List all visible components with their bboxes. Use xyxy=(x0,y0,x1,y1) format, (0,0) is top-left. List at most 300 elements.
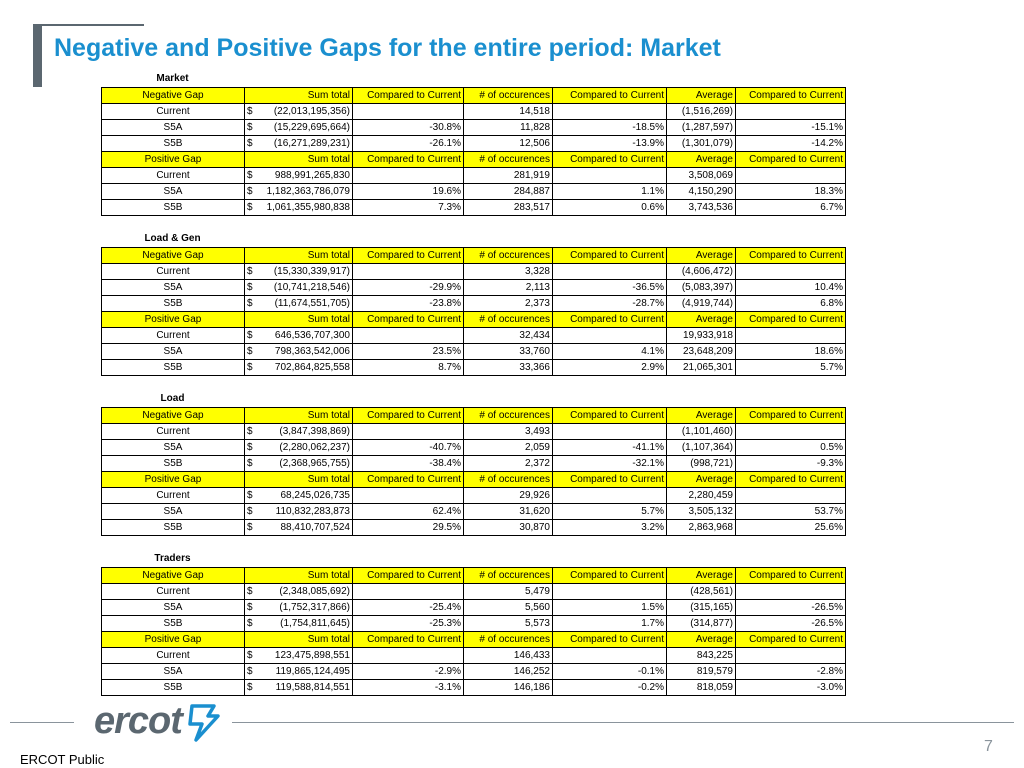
scenario-label: S5A xyxy=(102,600,245,616)
section-title: Load & Gen xyxy=(144,233,201,244)
sum-compared-cell: 8.7% xyxy=(353,360,464,376)
average-compared-cell xyxy=(736,648,846,664)
amount: (15,330,339,917) xyxy=(273,265,350,277)
occurrences-compared-cell: -28.7% xyxy=(553,296,667,312)
average-cell: 843,225 xyxy=(667,648,736,664)
amount: 646,536,707,300 xyxy=(274,329,350,341)
sum-compared-cell: 7.3% xyxy=(353,200,464,216)
average-cell: 819,579 xyxy=(667,664,736,680)
average-cell: (1,301,079) xyxy=(667,136,736,152)
average-compared-cell: -15.1% xyxy=(736,120,846,136)
amount: (1,752,317,866) xyxy=(279,601,350,613)
header-occurrences: # of occurences xyxy=(464,568,553,584)
average-compared-cell: 0.5% xyxy=(736,440,846,456)
average-cell: 2,863,968 xyxy=(667,520,736,536)
money-value xyxy=(247,441,350,455)
occurrences-compared-cell: -36.5% xyxy=(553,280,667,296)
occurrences-compared-cell: -41.1% xyxy=(553,440,667,456)
occurrences-cell: 12,506 xyxy=(464,136,553,152)
occurrences-cell: 2,059 xyxy=(464,440,553,456)
amount: 798,363,542,006 xyxy=(274,345,350,357)
group-label: Negative Gap xyxy=(102,408,245,424)
average-cell: (315,165) xyxy=(667,600,736,616)
header-average: Average xyxy=(667,152,736,168)
section-spacer xyxy=(101,376,845,390)
sum-compared-cell: 62.4% xyxy=(353,504,464,520)
occurrences-compared-cell: 5.7% xyxy=(553,504,667,520)
table-row xyxy=(102,440,846,456)
sum-compared-cell xyxy=(353,648,464,664)
sum-total-cell xyxy=(245,664,353,680)
occurrences-compared-cell xyxy=(553,328,667,344)
amount: (1,754,811,645) xyxy=(280,617,350,629)
scenario-label: S5B xyxy=(102,200,245,216)
sum-compared-cell: -29.9% xyxy=(353,280,464,296)
amount: 68,245,026,735 xyxy=(280,489,350,501)
amount: 123,475,898,551 xyxy=(274,649,350,661)
footer-divider-right xyxy=(232,722,1014,723)
scenario-label: S5A xyxy=(102,504,245,520)
currency-symbol: $ xyxy=(247,457,253,469)
average-compared-cell: 53.7% xyxy=(736,504,846,520)
scenario-label: S5B xyxy=(102,520,245,536)
currency-symbol: $ xyxy=(247,441,253,453)
occurrences-cell: 2,113 xyxy=(464,280,553,296)
occurrences-cell: 30,870 xyxy=(464,520,553,536)
scenario-label: S5A xyxy=(102,280,245,296)
sum-total-cell xyxy=(245,344,353,360)
average-compared-cell xyxy=(736,168,846,184)
group-header-row xyxy=(102,568,846,584)
header-occurrences: # of occurences xyxy=(464,408,553,424)
sum-compared-cell: -2.9% xyxy=(353,664,464,680)
header-average: Average xyxy=(667,408,736,424)
currency-symbol: $ xyxy=(247,345,253,357)
table-row xyxy=(102,456,846,472)
money-value xyxy=(247,169,350,183)
average-cell: 3,743,536 xyxy=(667,200,736,216)
average-cell: 3,505,132 xyxy=(667,504,736,520)
average-compared-cell: 25.6% xyxy=(736,520,846,536)
sum-total-cell xyxy=(245,200,353,216)
occurrences-compared-cell: -18.5% xyxy=(553,120,667,136)
sum-total-cell xyxy=(245,648,353,664)
currency-symbol: $ xyxy=(247,361,253,373)
currency-symbol: $ xyxy=(247,505,253,517)
average-compared-cell xyxy=(736,424,846,440)
table-row xyxy=(102,136,846,152)
occurrences-compared-cell: 1.1% xyxy=(553,184,667,200)
money-value xyxy=(247,297,350,311)
table-row xyxy=(102,520,846,536)
header-compared-sum: Compared to Current xyxy=(353,152,464,168)
header-compared-average: Compared to Current xyxy=(736,88,846,104)
scenario-label: S5A xyxy=(102,440,245,456)
footer-divider-left xyxy=(10,722,74,723)
group-label: Negative Gap xyxy=(102,88,245,104)
header-sum-total: Sum total xyxy=(245,568,353,584)
group-label: Positive Gap xyxy=(102,152,245,168)
sum-total-cell xyxy=(245,584,353,600)
scenario-label: S5A xyxy=(102,664,245,680)
average-compared-cell: -26.5% xyxy=(736,616,846,632)
sum-compared-cell: -23.8% xyxy=(353,296,464,312)
sum-compared-cell xyxy=(353,424,464,440)
average-cell: (1,101,460) xyxy=(667,424,736,440)
header-sum-total: Sum total xyxy=(245,472,353,488)
money-value xyxy=(247,185,350,199)
header-occurrences: # of occurences xyxy=(464,152,553,168)
occurrences-compared-cell: -0.2% xyxy=(553,680,667,696)
money-value xyxy=(247,601,350,615)
sum-total-cell xyxy=(245,488,353,504)
average-cell: (998,721) xyxy=(667,456,736,472)
currency-symbol: $ xyxy=(247,521,253,533)
table-row xyxy=(102,264,846,280)
scenario-label: Current xyxy=(102,104,245,120)
sum-total-cell xyxy=(245,136,353,152)
average-cell: (1,107,364) xyxy=(667,440,736,456)
scenario-label: Current xyxy=(102,648,245,664)
section-title: Load xyxy=(160,393,185,404)
sum-compared-cell: 29.5% xyxy=(353,520,464,536)
amount: (10,741,218,546) xyxy=(273,281,350,293)
group-header-row xyxy=(102,152,846,168)
average-cell: 2,280,459 xyxy=(667,488,736,504)
table-row xyxy=(102,184,846,200)
money-value xyxy=(247,521,350,535)
occurrences-cell: 284,887 xyxy=(464,184,553,200)
amount: 702,864,825,558 xyxy=(274,361,350,373)
average-compared-cell xyxy=(736,584,846,600)
money-value xyxy=(247,617,350,631)
header-sum-total: Sum total xyxy=(245,152,353,168)
scenario-label: Current xyxy=(102,584,245,600)
header-compared-average: Compared to Current xyxy=(736,312,846,328)
table-row xyxy=(102,168,846,184)
group-header-row xyxy=(102,472,846,488)
sum-total-cell xyxy=(245,184,353,200)
header-compared-occurrences: Compared to Current xyxy=(553,248,667,264)
sum-total-cell xyxy=(245,120,353,136)
average-compared-cell xyxy=(736,264,846,280)
scenario-label: S5A xyxy=(102,120,245,136)
occurrences-compared-cell xyxy=(553,488,667,504)
money-value xyxy=(247,121,350,135)
money-value xyxy=(247,681,350,695)
occurrences-compared-cell xyxy=(553,264,667,280)
sum-compared-cell: -25.4% xyxy=(353,600,464,616)
sum-compared-cell: 19.6% xyxy=(353,184,464,200)
occurrences-compared-cell: 2.9% xyxy=(553,360,667,376)
occurrences-cell: 2,372 xyxy=(464,456,553,472)
occurrences-compared-cell xyxy=(553,584,667,600)
header-occurrences: # of occurences xyxy=(464,88,553,104)
sum-total-cell xyxy=(245,680,353,696)
average-cell: (1,287,597) xyxy=(667,120,736,136)
amount: (2,368,965,755) xyxy=(279,457,350,469)
currency-symbol: $ xyxy=(247,681,253,693)
average-cell: (4,606,472) xyxy=(667,264,736,280)
header-average: Average xyxy=(667,472,736,488)
table-row xyxy=(102,504,846,520)
section-spacer xyxy=(101,536,845,550)
sum-compared-cell: 23.5% xyxy=(353,344,464,360)
footer-classification: ERCOT Public xyxy=(20,752,105,767)
occurrences-compared-cell: 4.1% xyxy=(553,344,667,360)
occurrences-cell: 146,433 xyxy=(464,648,553,664)
group-label: Positive Gap xyxy=(102,472,245,488)
occurrences-compared-cell: -32.1% xyxy=(553,456,667,472)
table-row xyxy=(102,104,846,120)
amount: (11,674,551,705) xyxy=(274,297,350,309)
ercot-bolt-icon xyxy=(186,702,222,742)
header-compared-occurrences: Compared to Current xyxy=(553,472,667,488)
table-row xyxy=(102,600,846,616)
group-label: Positive Gap xyxy=(102,312,245,328)
average-cell: 19,933,918 xyxy=(667,328,736,344)
group-header-row xyxy=(102,312,846,328)
sum-compared-cell xyxy=(353,328,464,344)
scenario-label: Current xyxy=(102,424,245,440)
average-cell: 21,065,301 xyxy=(667,360,736,376)
table-row xyxy=(102,648,846,664)
gap-tables xyxy=(101,70,845,696)
header-compared-sum: Compared to Current xyxy=(353,472,464,488)
logo-wordmark: ercot xyxy=(94,700,182,742)
header-sum-total: Sum total xyxy=(245,248,353,264)
currency-symbol: $ xyxy=(247,169,253,181)
amount: 1,061,355,980,838 xyxy=(266,201,350,213)
currency-symbol: $ xyxy=(247,265,253,277)
currency-symbol: $ xyxy=(247,329,253,341)
currency-symbol: $ xyxy=(247,281,253,293)
sum-compared-cell xyxy=(353,104,464,120)
header-average: Average xyxy=(667,312,736,328)
amount: (2,348,085,692) xyxy=(279,585,350,597)
gap-table xyxy=(101,247,846,376)
scenario-label: S5B xyxy=(102,680,245,696)
average-cell: 4,150,290 xyxy=(667,184,736,200)
header-compared-average: Compared to Current xyxy=(736,472,846,488)
header-compared-sum: Compared to Current xyxy=(353,408,464,424)
group-header-row xyxy=(102,408,846,424)
page-title: Negative and Positive Gaps for the entire period: Market xyxy=(54,34,721,62)
currency-symbol: $ xyxy=(247,489,253,501)
header-compared-occurrences: Compared to Current xyxy=(553,568,667,584)
gap-table xyxy=(101,407,846,536)
amount: (3,847,398,869) xyxy=(279,425,350,437)
currency-symbol: $ xyxy=(247,105,253,117)
occurrences-cell: 5,560 xyxy=(464,600,553,616)
group-header-row xyxy=(102,88,846,104)
amount: 988,991,265,830 xyxy=(274,169,350,181)
currency-symbol: $ xyxy=(247,425,253,437)
table-row xyxy=(102,664,846,680)
table-row xyxy=(102,296,846,312)
currency-symbol: $ xyxy=(247,201,253,213)
money-value xyxy=(247,425,350,439)
header-compared-occurrences: Compared to Current xyxy=(553,88,667,104)
header-compared-sum: Compared to Current xyxy=(353,568,464,584)
sum-compared-cell: -26.1% xyxy=(353,136,464,152)
occurrences-compared-cell xyxy=(553,648,667,664)
header-compared-average: Compared to Current xyxy=(736,248,846,264)
scenario-label: S5A xyxy=(102,184,245,200)
group-label: Negative Gap xyxy=(102,568,245,584)
average-cell: (1,516,269) xyxy=(667,104,736,120)
header-occurrences: # of occurences xyxy=(464,312,553,328)
average-compared-cell xyxy=(736,488,846,504)
occurrences-cell: 283,517 xyxy=(464,200,553,216)
header-occurrences: # of occurences xyxy=(464,632,553,648)
table-row xyxy=(102,584,846,600)
occurrences-compared-cell: 3.2% xyxy=(553,520,667,536)
average-cell: (428,561) xyxy=(667,584,736,600)
occurrences-cell: 32,434 xyxy=(464,328,553,344)
group-header-row xyxy=(102,248,846,264)
table-row xyxy=(102,120,846,136)
header-sum-total: Sum total xyxy=(245,88,353,104)
table-row xyxy=(102,680,846,696)
money-value xyxy=(247,265,350,279)
sum-total-cell xyxy=(245,600,353,616)
average-cell: (314,877) xyxy=(667,616,736,632)
occurrences-cell: 33,366 xyxy=(464,360,553,376)
currency-symbol: $ xyxy=(247,665,253,677)
occurrences-compared-cell: -0.1% xyxy=(553,664,667,680)
title-accent-bar xyxy=(33,24,42,87)
occurrences-cell: 2,373 xyxy=(464,296,553,312)
money-value xyxy=(247,281,350,295)
sum-total-cell xyxy=(245,440,353,456)
occurrences-compared-cell xyxy=(553,424,667,440)
average-compared-cell: 10.4% xyxy=(736,280,846,296)
table-row xyxy=(102,328,846,344)
sum-total-cell xyxy=(245,616,353,632)
title-accent-line xyxy=(42,24,144,26)
money-value xyxy=(247,665,350,679)
currency-symbol: $ xyxy=(247,649,253,661)
occurrences-compared-cell: -13.9% xyxy=(553,136,667,152)
occurrences-compared-cell xyxy=(553,104,667,120)
group-label: Positive Gap xyxy=(102,632,245,648)
amount: 88,410,707,524 xyxy=(280,521,350,533)
sum-compared-cell xyxy=(353,488,464,504)
scenario-label: S5B xyxy=(102,616,245,632)
occurrences-cell: 3,493 xyxy=(464,424,553,440)
sum-total-cell xyxy=(245,360,353,376)
occurrences-cell: 31,620 xyxy=(464,504,553,520)
average-compared-cell: 6.7% xyxy=(736,200,846,216)
money-value xyxy=(247,345,350,359)
section-spacer xyxy=(101,216,845,230)
sum-total-cell xyxy=(245,456,353,472)
scenario-label: S5B xyxy=(102,360,245,376)
scenario-label: S5B xyxy=(102,136,245,152)
scenario-label: Current xyxy=(102,328,245,344)
gap-table xyxy=(101,87,846,216)
occurrences-compared-cell xyxy=(553,168,667,184)
occurrences-cell: 14,518 xyxy=(464,104,553,120)
header-compared-sum: Compared to Current xyxy=(353,88,464,104)
average-compared-cell: -3.0% xyxy=(736,680,846,696)
sum-compared-cell xyxy=(353,264,464,280)
header-sum-total: Sum total xyxy=(245,408,353,424)
section-title: Traders xyxy=(154,553,191,564)
header-occurrences: # of occurences xyxy=(464,248,553,264)
currency-symbol: $ xyxy=(247,617,253,629)
average-cell: (5,083,397) xyxy=(667,280,736,296)
occurrences-compared-cell: 1.7% xyxy=(553,616,667,632)
header-occurrences: # of occurences xyxy=(464,472,553,488)
average-compared-cell: -14.2% xyxy=(736,136,846,152)
section-title: Market xyxy=(156,73,189,84)
amount: (15,229,695,664) xyxy=(273,121,350,133)
occurrences-compared-cell: 0.6% xyxy=(553,200,667,216)
header-compared-sum: Compared to Current xyxy=(353,312,464,328)
occurrences-cell: 146,186 xyxy=(464,680,553,696)
occurrences-cell: 5,479 xyxy=(464,584,553,600)
occurrences-cell: 11,828 xyxy=(464,120,553,136)
amount: 1,182,363,786,079 xyxy=(266,185,350,197)
sum-total-cell xyxy=(245,264,353,280)
scenario-label: Current xyxy=(102,264,245,280)
header-compared-sum: Compared to Current xyxy=(353,632,464,648)
sum-compared-cell xyxy=(353,584,464,600)
amount: (22,013,195,356) xyxy=(273,105,350,117)
sum-compared-cell: -40.7% xyxy=(353,440,464,456)
table-row xyxy=(102,488,846,504)
ercot-logo xyxy=(94,700,222,743)
amount: 119,588,814,551 xyxy=(275,681,350,693)
table-row xyxy=(102,360,846,376)
scenario-label: Current xyxy=(102,488,245,504)
group-header-row xyxy=(102,632,846,648)
sum-compared-cell: -38.4% xyxy=(353,456,464,472)
header-compared-occurrences: Compared to Current xyxy=(553,632,667,648)
header-compared-occurrences: Compared to Current xyxy=(553,152,667,168)
average-cell: 3,508,069 xyxy=(667,168,736,184)
scenario-label: S5B xyxy=(102,296,245,312)
header-average: Average xyxy=(667,248,736,264)
occurrences-cell: 5,573 xyxy=(464,616,553,632)
table-row xyxy=(102,200,846,216)
occurrences-compared-cell: 1.5% xyxy=(553,600,667,616)
money-value xyxy=(247,489,350,503)
average-compared-cell xyxy=(736,328,846,344)
average-compared-cell xyxy=(736,104,846,120)
amount: (2,280,062,237) xyxy=(279,441,350,453)
money-value xyxy=(247,361,350,375)
sum-total-cell xyxy=(245,104,353,120)
header-average: Average xyxy=(667,568,736,584)
average-cell: 818,059 xyxy=(667,680,736,696)
average-cell: (4,919,744) xyxy=(667,296,736,312)
currency-symbol: $ xyxy=(247,297,253,309)
occurrences-cell: 33,760 xyxy=(464,344,553,360)
currency-symbol: $ xyxy=(247,185,253,197)
average-compared-cell: 6.8% xyxy=(736,296,846,312)
average-compared-cell: -26.5% xyxy=(736,600,846,616)
average-compared-cell: -2.8% xyxy=(736,664,846,680)
header-average: Average xyxy=(667,632,736,648)
header-compared-average: Compared to Current xyxy=(736,408,846,424)
table-row xyxy=(102,616,846,632)
average-cell: 23,648,209 xyxy=(667,344,736,360)
sum-total-cell xyxy=(245,168,353,184)
header-sum-total: Sum total xyxy=(245,312,353,328)
